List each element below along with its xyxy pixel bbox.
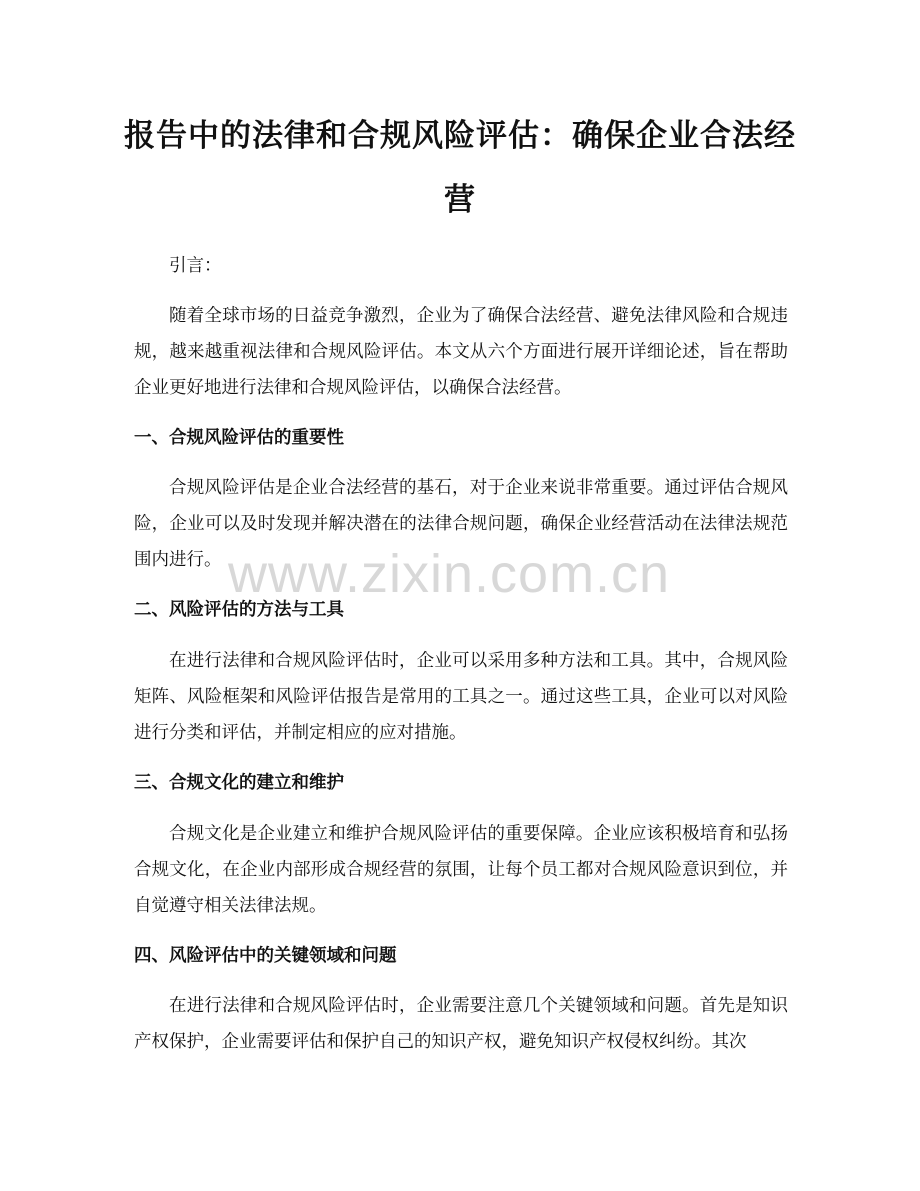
watermark-text: www.zixin.com.cn [228,544,671,604]
intro-paragraph: 随着全球市场的日益竞争激烈，企业为了确保合法经营、避免法律风险和合规违规，越来越重视法律和合规风险评估。本文从六个方面进行展开详细论述，旨在帮助企业更好地进行法律和合规风险评估，以确保合法经营。 [134,306,788,398]
section-body-3: 合规文化是企业建立和维护合规风险评估的重要保障。企业应该积极培育和弘扬合规文化，在企业内部形成合规经营的氛围，让每个员工都对合规风险意识到位，并自觉遵守相关法律法规。 [134,824,788,916]
section-body-2: 在进行法律和合规风险评估时，企业可以采用多种方法和工具。其中，合规风险矩阵、风险框架和风险评估报告是常用的工具之一。通过这些工具，企业可以对风险进行分类和评估，并制定相应的应对措施。 [134,651,788,743]
section-body-1: 合规风险评估是企业合法经营的基石，对于企业来说非常重要。通过评估合规风险，企业可以及时发现并解决潜在的法律合规问题，确保企业经营活动在法律法规范围内进行。 [134,478,788,570]
section-heading-1: 一、合规风险评估的重要性 [134,428,344,448]
section-body-4: 在进行法律和合规风险评估时，企业需要注意几个关键领域和问题。首先是知识产权保护，企业需要评估和保护自己的知识产权，避免知识产权侵权纠纷。其次 [134,996,788,1052]
document-title: 报告中的法律和合规风险评估：确保企业合法经营 [124,118,796,218]
section-heading-4: 四、风险评估中的关键领域和问题 [134,946,397,966]
section-heading-3: 三、合规文化的建立和维护 [134,773,344,793]
intro-label: 引言： [169,256,222,276]
section-heading-2: 二、风险评估的方法与工具 [134,600,344,620]
